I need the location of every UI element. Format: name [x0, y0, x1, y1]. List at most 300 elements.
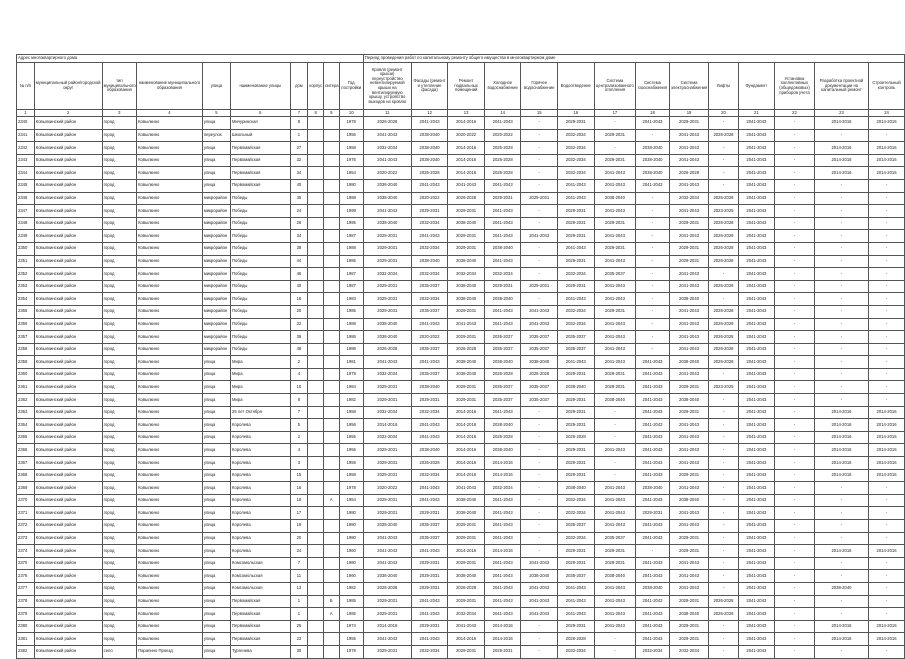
table-cell: 2041-2043	[669, 520, 709, 533]
table-cell: Ковылкинский район	[34, 633, 102, 646]
table-cell: 2038-2040	[484, 293, 521, 306]
table-cell: 2035-2037	[594, 268, 636, 281]
table-cell: 2029-2031	[636, 507, 669, 520]
table-cell: город	[102, 520, 136, 533]
table-cell: -	[775, 431, 815, 444]
table-cell: 2041-2043	[738, 117, 775, 130]
table-cell: Ковылкинский район	[34, 192, 102, 205]
table-cell	[308, 293, 324, 306]
table-cell: -	[814, 179, 868, 192]
table-cell: 2041-2043	[636, 469, 669, 482]
column-number: 14	[484, 110, 521, 117]
table-cell: город	[102, 381, 136, 394]
table-cell: Первомайская	[231, 179, 291, 192]
table-cell: 2035-2037	[594, 532, 636, 545]
table-cell: -	[869, 532, 905, 545]
table-cell: -	[775, 192, 815, 205]
table-cell: 2041-2043	[594, 343, 636, 356]
table-cell: Ковылкино	[137, 444, 203, 457]
table-cell: 2041-2043	[521, 230, 558, 243]
table-cell: 2026-2028	[709, 230, 738, 243]
table-cell: 1982	[339, 582, 363, 595]
table-cell: Ковылкино	[137, 457, 203, 470]
table-cell: 2032-2034	[557, 318, 594, 331]
table-cell: -	[775, 268, 815, 281]
table-cell: 2041-2043	[636, 406, 669, 419]
table-cell: 2041-2043	[669, 444, 709, 457]
table-cell: Ковылкинский район	[34, 494, 102, 507]
table-cell: город	[102, 356, 136, 369]
table-row	[17, 305, 905, 318]
table-cell: 1	[290, 595, 308, 608]
column-number: 19	[669, 110, 709, 117]
table-cell: 2038-2040	[363, 192, 411, 205]
table-cell: -	[814, 482, 868, 495]
table-cell: Ковылкинский район	[34, 545, 102, 558]
column-number: 3	[102, 110, 136, 117]
table-cell: 1959	[339, 457, 363, 470]
table-cell: 2029-2031	[363, 444, 411, 457]
table-cell: 2041-2043	[363, 557, 411, 570]
table-cell	[323, 633, 339, 646]
table-cell	[308, 280, 324, 293]
table-cell: Ковылкино	[137, 608, 203, 621]
table-cell: -	[775, 305, 815, 318]
table-cell: -	[775, 293, 815, 306]
table-cell: -	[521, 406, 558, 419]
table-cell: -	[775, 557, 815, 570]
table-cell	[308, 255, 324, 268]
table-cell: -	[521, 645, 558, 658]
table-cell: 2038-2040	[411, 255, 448, 268]
table-cell: 2041-2043	[738, 494, 775, 507]
table-cell: 2041-2043	[594, 293, 636, 306]
table-cell: 2029-2031	[594, 305, 636, 318]
table-cell: Ковылкино	[137, 494, 203, 507]
table-cell: Ковылкино	[137, 482, 203, 495]
table-cell: 1	[290, 129, 308, 142]
table-cell: 1982	[339, 394, 363, 407]
table-cell: 1955	[339, 431, 363, 444]
table-cell: 2041-2043	[738, 608, 775, 621]
table-cell: 2032-2034	[363, 368, 411, 381]
table-cell: 2041-2043	[594, 179, 636, 192]
table-cell: 2041-2043	[738, 293, 775, 306]
table-cell: 2014-2016	[869, 154, 905, 167]
table-cell: -	[709, 419, 738, 432]
table-cell: Мира	[231, 368, 291, 381]
table-cell: 2029-2031	[363, 381, 411, 394]
table-cell: Ковылкино	[137, 368, 203, 381]
table-cell: 2041-2043	[411, 419, 448, 432]
table-cell: 2041-2043	[484, 117, 521, 130]
table-cell: 2032-2034	[484, 268, 521, 281]
table-cell: 2041-2043	[448, 482, 485, 495]
table-cell: Ковылкино	[137, 545, 203, 558]
table-cell	[323, 368, 339, 381]
table-row	[17, 268, 905, 281]
table-row	[17, 368, 905, 381]
table-cell: город	[102, 595, 136, 608]
table-cell: -	[814, 192, 868, 205]
table-row	[17, 179, 905, 192]
table-cell: 25	[290, 620, 308, 633]
table-cell: 2041-2043	[557, 242, 594, 255]
table-cell: 2032-2034	[363, 431, 411, 444]
table-cell: 2038-2040	[484, 356, 521, 369]
table-row	[17, 431, 905, 444]
column-header: тип муниципального образования	[102, 63, 136, 110]
table-cell: 2041-2043	[594, 280, 636, 293]
table-cell	[308, 557, 324, 570]
table-cell: 2366	[17, 444, 35, 457]
table-cell: 2038-2040	[636, 167, 669, 180]
table-cell: 2	[290, 431, 308, 444]
table-cell: -	[521, 494, 558, 507]
table-cell: 2014-2016	[814, 633, 868, 646]
table-cell: -	[869, 520, 905, 533]
table-cell: -	[869, 343, 905, 356]
table-cell: улица	[202, 645, 230, 658]
table-cell: 2032-2034	[363, 142, 411, 155]
table-cell: Ковылкино	[137, 217, 203, 230]
table-cell: 1985	[339, 255, 363, 268]
table-cell: 2032-2034	[557, 167, 594, 180]
table-row	[17, 192, 905, 205]
table-cell	[308, 343, 324, 356]
table-row	[17, 356, 905, 369]
table-cell: 2041-2043	[411, 230, 448, 243]
table-cell: 2032-2034	[669, 645, 709, 658]
table-cell: 2029-2031	[669, 620, 709, 633]
table-cell: 4	[290, 444, 308, 457]
table-row	[17, 620, 905, 633]
table-cell: 2029-2031	[363, 507, 411, 520]
table-cell: 2041-2043	[738, 444, 775, 457]
table-cell: 2376	[17, 570, 35, 583]
table-cell	[308, 457, 324, 470]
table-cell	[308, 394, 324, 407]
table-cell: -	[594, 406, 636, 419]
table-cell: улица	[202, 557, 230, 570]
table-cell: 2041-2043	[669, 570, 709, 583]
table-cell: 2041-2043	[557, 293, 594, 306]
table-cell: 2038-2040	[411, 444, 448, 457]
table-cell: -	[521, 469, 558, 482]
table-cell	[308, 381, 324, 394]
column-header: дом	[290, 63, 308, 110]
table-cell: 2041-2043	[594, 520, 636, 533]
table-cell: Победы	[231, 343, 291, 356]
table-cell: город	[102, 318, 136, 331]
column-header: Система централизованного отопления	[594, 63, 636, 110]
table-cell	[308, 305, 324, 318]
table-cell: 2041-2043	[411, 482, 448, 495]
table-cell: 1983	[339, 293, 363, 306]
table-cell: 2041-2043	[484, 532, 521, 545]
table-cell: 2020-2022	[448, 129, 485, 142]
table-cell: микрорайон	[202, 280, 230, 293]
table-cell: 2032-2034	[363, 268, 411, 281]
table-cell: город	[102, 192, 136, 205]
table-cell: 2370	[17, 494, 35, 507]
table-cell: город	[102, 167, 136, 180]
table-cell: Ковылкинский район	[34, 469, 102, 482]
table-cell: 1976	[339, 154, 363, 167]
table-cell: 2014-2016	[869, 419, 905, 432]
table-cell: -	[521, 179, 558, 192]
table-cell: 2029-2031	[363, 608, 411, 621]
table-cell: 1988	[339, 192, 363, 205]
table-cell: 2032-2034	[411, 645, 448, 658]
table-cell: 2014-2016	[869, 457, 905, 470]
table-cell: 2038-2040	[448, 356, 485, 369]
table-cell: 2041-2043	[738, 230, 775, 243]
table-cell: -	[775, 280, 815, 293]
table-cell: 2041-2043	[636, 356, 669, 369]
table-cell	[308, 205, 324, 218]
table-cell: 2367	[17, 457, 35, 470]
table-cell: Ковылкинский район	[34, 520, 102, 533]
table-cell	[323, 293, 339, 306]
table-cell: 2026-2028	[557, 431, 594, 444]
table-cell: 2041-2043	[636, 557, 669, 570]
table-cell: 2378	[17, 595, 35, 608]
table-cell: Ковылкинский район	[34, 343, 102, 356]
table-cell: 2041-2043	[738, 268, 775, 281]
table-cell: -	[869, 557, 905, 570]
table-cell: 2038-2040	[448, 217, 485, 230]
table-cell	[323, 179, 339, 192]
table-cell: 2038-2040	[636, 142, 669, 155]
table-cell: 2029-2031	[557, 394, 594, 407]
table-cell: -	[636, 242, 669, 255]
table-cell: 2038-2040	[484, 242, 521, 255]
capital-repair-register-table	[16, 54, 905, 659]
table-cell: 2041-2043	[484, 595, 521, 608]
table-cell	[323, 620, 339, 633]
table-cell: Ковылкино	[137, 570, 203, 583]
table-cell: -	[594, 431, 636, 444]
table-row	[17, 444, 905, 457]
table-cell	[308, 431, 324, 444]
table-cell: Ковылкинский район	[34, 620, 102, 633]
table-cell: 36	[290, 331, 308, 344]
table-cell: -	[636, 331, 669, 344]
table-cell: город	[102, 129, 136, 142]
table-cell: 2041-2043	[363, 633, 411, 646]
table-cell: город	[102, 368, 136, 381]
table-cell: Ковылкино	[137, 331, 203, 344]
table-cell: Ковылкинский район	[34, 645, 102, 658]
table-cell: 2041-2043	[636, 457, 669, 470]
table-cell	[323, 431, 339, 444]
table-cell: -	[709, 431, 738, 444]
table-cell: 1985	[339, 608, 363, 621]
table-cell: улица	[202, 608, 230, 621]
table-cell: Ковылкино	[137, 305, 203, 318]
table-cell: город	[102, 532, 136, 545]
table-cell: 48	[290, 343, 308, 356]
table-cell: 2032-2034	[411, 242, 448, 255]
table-cell: 2029-2031	[594, 381, 636, 394]
table-cell: Ковылкинский район	[34, 280, 102, 293]
table-row	[17, 142, 905, 155]
table-cell: 2026-2028	[669, 167, 709, 180]
table-cell	[323, 343, 339, 356]
table-cell	[323, 318, 339, 331]
table-cell: 2362	[17, 394, 35, 407]
table-cell: -	[636, 217, 669, 230]
table-cell: 2032-2034	[557, 507, 594, 520]
table-cell	[308, 469, 324, 482]
table-cell: город	[102, 217, 136, 230]
table-cell: 2035-2037	[484, 331, 521, 344]
table-cell: -	[869, 293, 905, 306]
table-row	[17, 217, 905, 230]
table-cell: 2032-2034	[557, 129, 594, 142]
table-row	[17, 595, 905, 608]
table-cell: 2038-2040	[814, 582, 868, 595]
table-cell: 2014-2016	[814, 142, 868, 155]
table-cell: 2029-2031	[448, 205, 485, 218]
table-cell: -	[709, 368, 738, 381]
table-cell: 2041-2043	[594, 205, 636, 218]
table-cell: -	[814, 570, 868, 583]
table-cell: 2029-2031	[448, 520, 485, 533]
table-cell: 2014-2016	[869, 633, 905, 646]
table-cell: улица	[202, 532, 230, 545]
table-cell: 2029-2031	[594, 129, 636, 142]
table-cell: -	[814, 368, 868, 381]
table-cell: -	[775, 595, 815, 608]
table-cell: 2035-2037	[557, 570, 594, 583]
table-cell: 2023-2025	[709, 381, 738, 394]
table-cell: микрорайон	[202, 268, 230, 281]
table-cell: -	[869, 217, 905, 230]
table-cell: -	[869, 482, 905, 495]
table-cell: 2038-2040	[448, 507, 485, 520]
table-cell: 2035-2037	[521, 394, 558, 407]
table-cell: Ковылкинский район	[34, 507, 102, 520]
table-cell: -	[814, 595, 868, 608]
table-cell: -	[814, 268, 868, 281]
table-cell: 1987	[339, 230, 363, 243]
table-cell: 2041-2043	[594, 167, 636, 180]
table-cell	[323, 117, 339, 130]
column-header: Год постройки	[339, 63, 363, 110]
table-cell: 2029-2031	[557, 469, 594, 482]
table-cell: -	[814, 280, 868, 293]
table-cell: -	[869, 582, 905, 595]
table-cell: 2041-2043	[521, 318, 558, 331]
table-cell: 2026-2028	[709, 595, 738, 608]
table-cell: Мира	[231, 381, 291, 394]
table-cell: 2029-2031	[669, 545, 709, 558]
table-cell: 2382	[17, 645, 35, 658]
table-cell: 8	[290, 117, 308, 130]
table-cell: микрорайон	[202, 242, 230, 255]
table-cell: 20	[290, 532, 308, 545]
table-cell: 2029-2031	[594, 557, 636, 570]
column-number: 10	[339, 110, 363, 117]
table-cell: 8	[290, 394, 308, 407]
table-cell: 2029-2031	[669, 117, 709, 130]
table-cell: 2026-2028	[363, 582, 411, 595]
table-cell	[323, 557, 339, 570]
table-cell: 2029-2031	[484, 192, 521, 205]
table-cell: 2029-2031	[448, 305, 485, 318]
table-row	[17, 545, 905, 558]
table-cell: 2041-2043	[411, 494, 448, 507]
table-cell: Ковылкино	[137, 192, 203, 205]
table-cell: город	[102, 117, 136, 130]
table-cell: -	[869, 129, 905, 142]
table-cell: 7	[290, 557, 308, 570]
table-cell: 15	[290, 469, 308, 482]
table-cell: Первомайская	[231, 608, 291, 621]
table-cell: -	[521, 217, 558, 230]
table-cell: -	[869, 507, 905, 520]
table-cell: -	[709, 520, 738, 533]
table-cell: Ковылкино	[137, 507, 203, 520]
table-cell: город	[102, 205, 136, 218]
table-cell: Ковылкинский район	[34, 419, 102, 432]
table-cell: 1999	[339, 205, 363, 218]
table-cell: -	[869, 381, 905, 394]
table-cell: -	[775, 242, 815, 255]
table-cell: 2029-2031	[448, 532, 485, 545]
table-cell: 2038-2040	[448, 570, 485, 583]
table-cell: улица	[202, 167, 230, 180]
table-cell: -	[814, 230, 868, 243]
table-cell: Ковылкинский район	[34, 230, 102, 243]
table-cell: -	[869, 268, 905, 281]
table-cell: 2014-2016	[448, 457, 485, 470]
table-cell: 2041-2043	[669, 142, 709, 155]
table-cell: -	[709, 179, 738, 192]
table-cell	[323, 507, 339, 520]
table-cell: -	[869, 331, 905, 344]
table-cell: Комсомольская	[231, 557, 291, 570]
table-cell: -	[594, 645, 636, 658]
table-cell: 2360	[17, 368, 35, 381]
table-cell	[308, 582, 324, 595]
table-cell: 2029-2031	[363, 469, 411, 482]
table-cell: -	[521, 545, 558, 558]
table-cell	[308, 192, 324, 205]
table-cell: -	[775, 142, 815, 155]
table-cell: 2041-2043	[669, 557, 709, 570]
table-cell: -	[521, 633, 558, 646]
table-cell: -	[869, 394, 905, 407]
table-cell: Первомайская	[231, 620, 291, 633]
table-cell: 2035-2037	[521, 331, 558, 344]
table-cell: -	[775, 331, 815, 344]
table-cell: 2041-2043	[738, 280, 775, 293]
table-row	[17, 280, 905, 293]
table-cell: 2377	[17, 582, 35, 595]
table-cell: 2032-2034	[411, 293, 448, 306]
table-cell	[308, 620, 324, 633]
table-cell: 2032-2034	[411, 217, 448, 230]
table-cell: 2026-2028	[557, 633, 594, 646]
table-cell: микрорайон	[202, 343, 230, 356]
table-cell: -	[814, 532, 868, 545]
table-cell: 2038-2040	[557, 381, 594, 394]
table-cell: Ковылкинский район	[34, 167, 102, 180]
table-cell: 1986	[339, 331, 363, 344]
